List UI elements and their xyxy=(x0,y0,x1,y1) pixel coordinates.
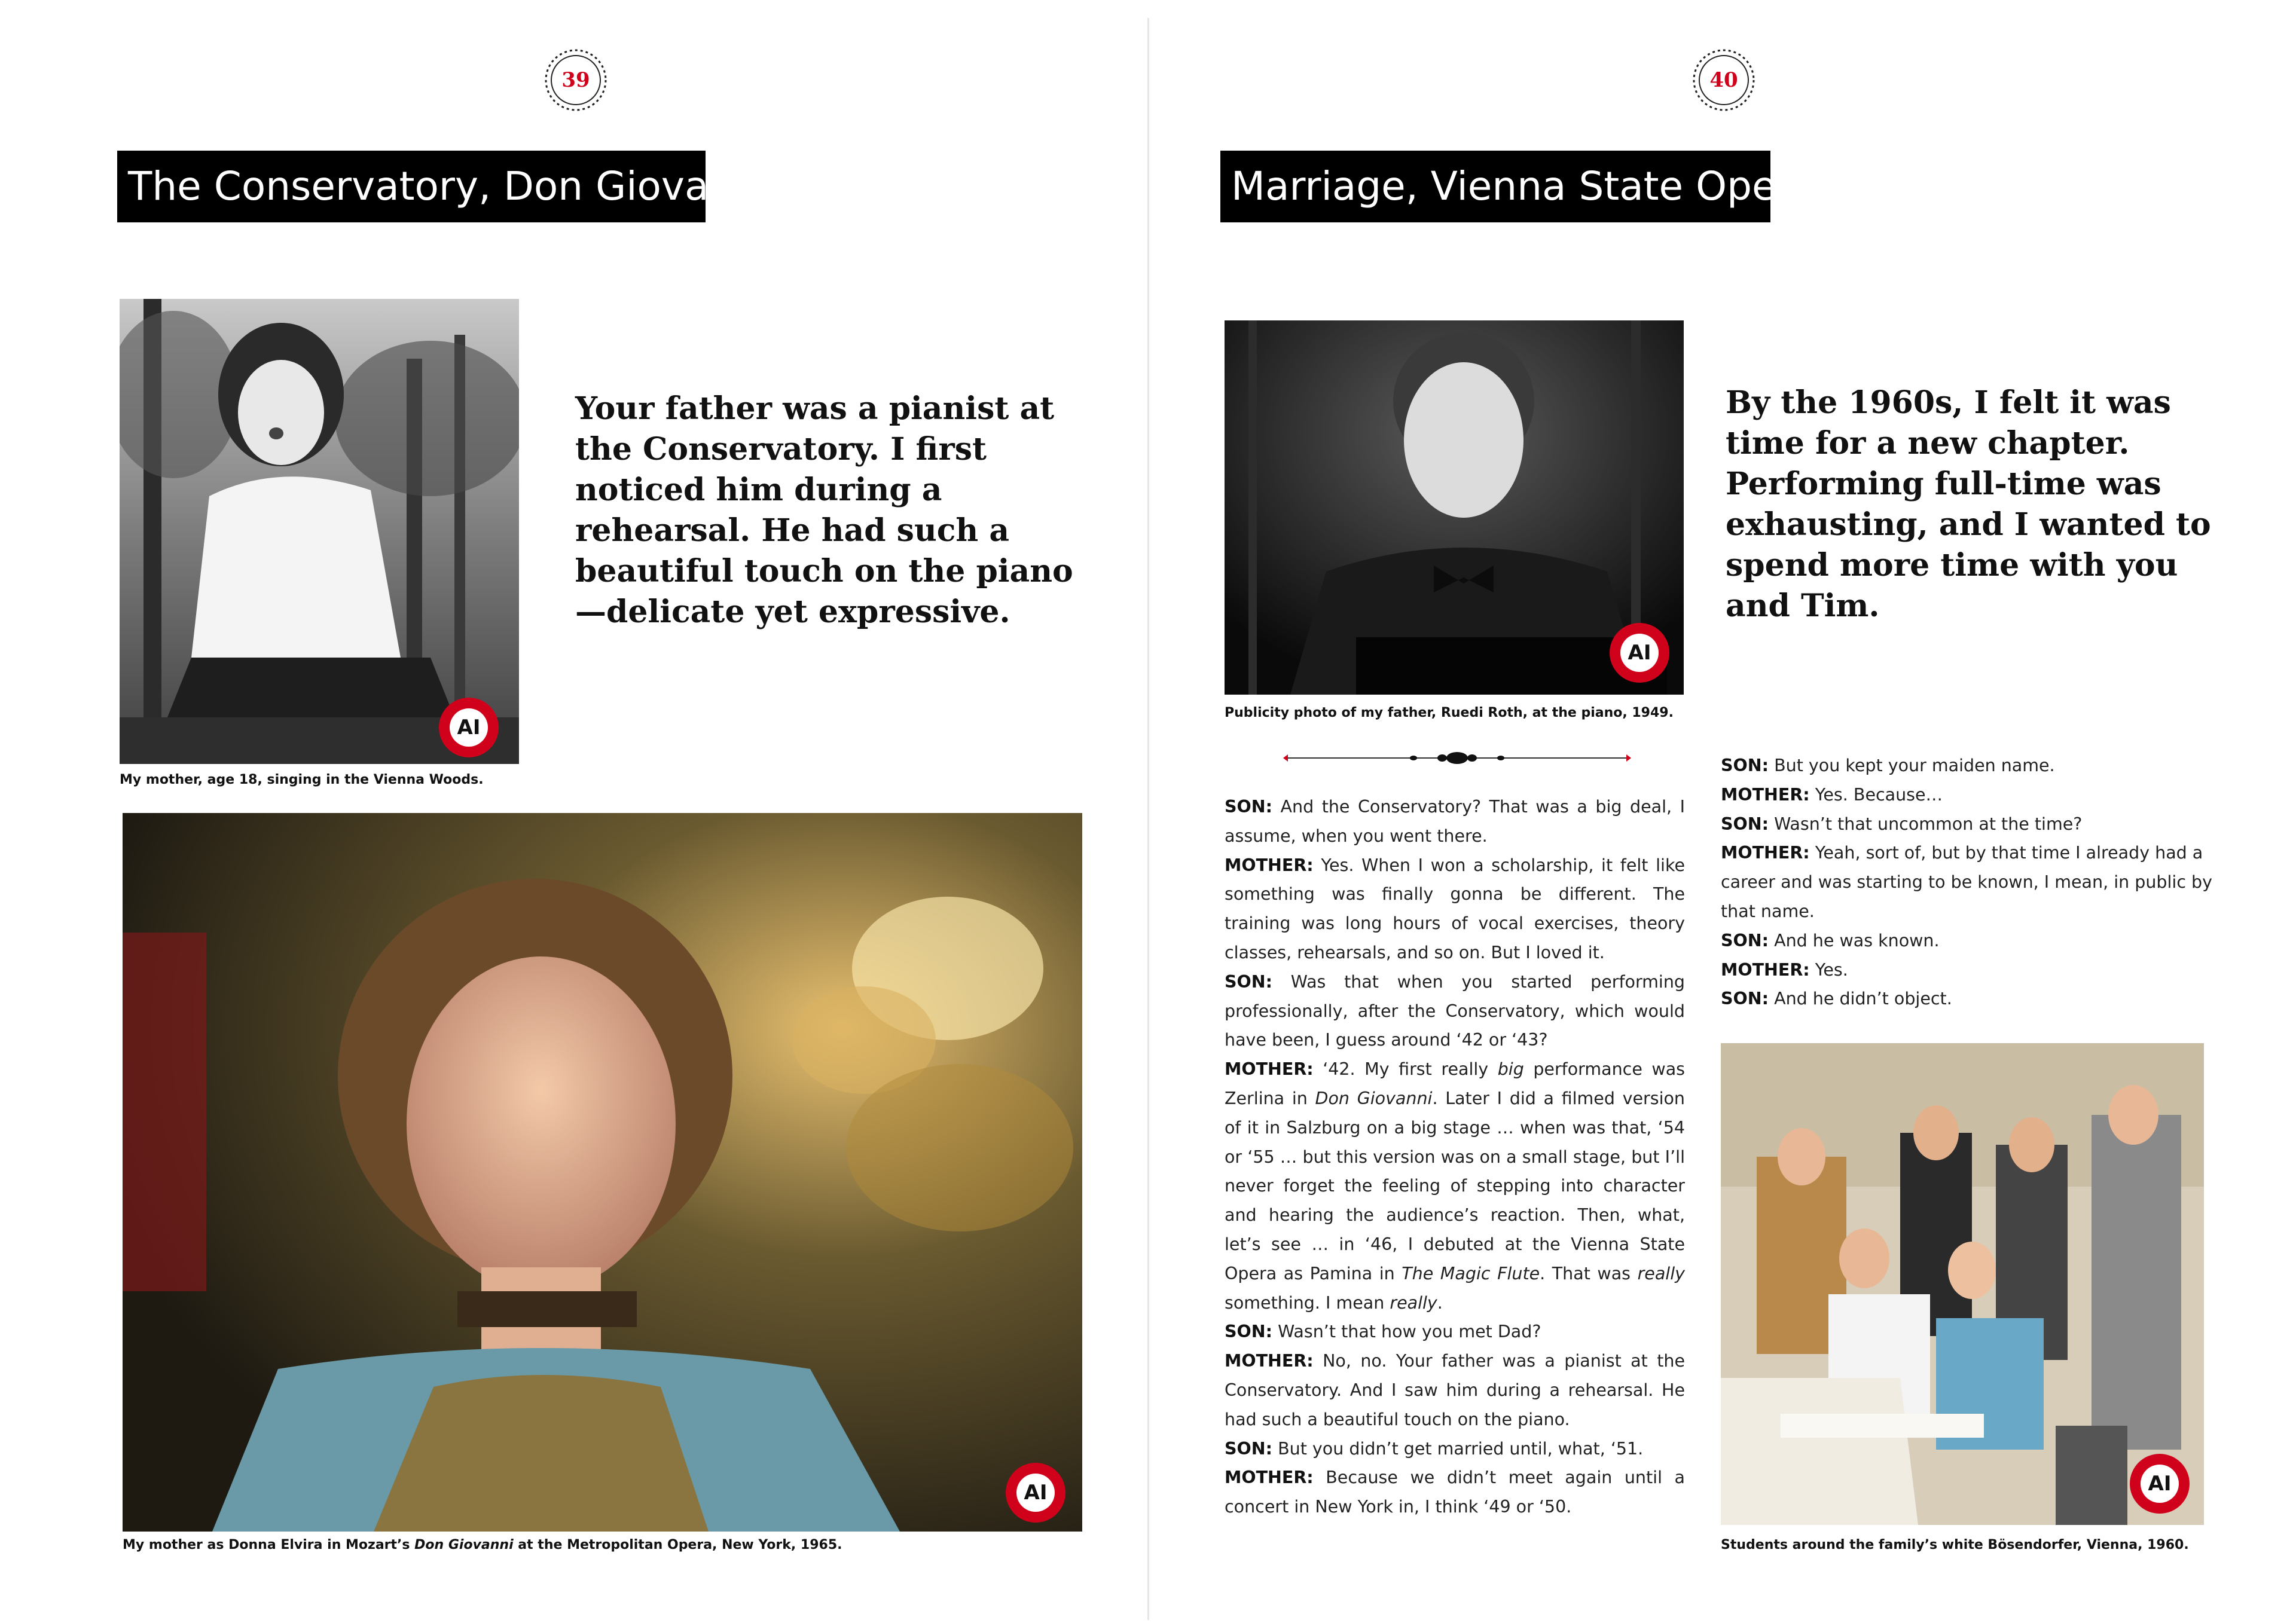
speech-text: Yeah, sort of, but by that time I already had a career and was starting to be known, I mean, in public by that name. xyxy=(1721,843,2213,921)
speaker-label: MOTHER: xyxy=(1721,843,1810,863)
speech-text: And he didn’t object. xyxy=(1769,989,1952,1009)
chapter-title: The Conservatory, Don Giovanni xyxy=(117,151,706,222)
speaker-label: MOTHER: xyxy=(1721,959,1810,980)
interview-paragraph xyxy=(1225,793,1685,851)
speaker-label: MOTHER: xyxy=(1225,1059,1314,1080)
pull-quote: By the 1960s, I felt it was time for a new chapter. Performing full-time was exhausting, and I wanted to spend more time with you and Tim. xyxy=(1726,384,2211,624)
speaker-label: SON: xyxy=(1225,797,1273,817)
photo-donna-elvira xyxy=(123,813,1082,1532)
interview-paragraph xyxy=(1225,1318,1685,1347)
ai-badge-label: AI xyxy=(1024,1481,1048,1505)
speaker-label: MOTHER: xyxy=(1225,855,1314,875)
caption-italic-title: Don Giovanni xyxy=(414,1538,514,1552)
page-number-badge xyxy=(542,47,609,114)
speech-text: Wasn’t that uncommon at the time? xyxy=(1769,814,2083,834)
interview-paragraph xyxy=(1225,1347,1685,1434)
pull-quote: Your father was a pianist at the Conservatory. I first noticed him during a rehearsal. He had such a beautiful touch on the piano—delicate yet expressive. xyxy=(575,390,1073,630)
speaker-label: SON: xyxy=(1721,989,1769,1009)
interview-paragraph xyxy=(1721,839,2220,926)
interview-paragraph xyxy=(1721,985,2220,1014)
page-number-badge xyxy=(1690,47,1757,114)
speaker-label: MOTHER: xyxy=(1225,1468,1314,1488)
speech-text: Yes. Because… xyxy=(1809,784,1943,805)
interview-paragraph xyxy=(1225,1055,1685,1318)
chapter-title: Marriage, Vienna State Opera xyxy=(1220,151,1770,222)
photo-caption: Students around the family’s white Bösendorfer, Vienna, 1960. xyxy=(1721,1538,2189,1552)
photo-mother-vienna-woods xyxy=(120,299,519,764)
interview-column-1 xyxy=(1225,793,1685,1522)
speaker-label: SON: xyxy=(1721,930,1769,950)
speech-text: Yes. When I won a scholarship, it felt like something was finally gonna be different. The training was long hours of vocal exercises, theory classes, rehearsals, and so on. But I loved it. xyxy=(1225,855,1685,962)
interview-paragraph xyxy=(1721,956,2220,985)
interview-paragraph xyxy=(1721,751,2220,781)
speech-text: No, no. Your father was a pianist at the Conservatory. And I saw him during a rehearsal. He had such a beautiful touch on the piano. xyxy=(1225,1351,1685,1429)
ai-badge-label: AI xyxy=(457,716,481,739)
speech-text: Because we didn’t meet again until a concert in New York in, I think ‘49 or ‘50. xyxy=(1225,1468,1685,1517)
speech-text: Yes. xyxy=(1809,959,1848,980)
speech-text: And the Conservatory? That was a big deal, I assume, when you went there. xyxy=(1225,797,1685,846)
interview-paragraph xyxy=(1721,810,2220,839)
caption-text: My mother as Donna Elvira in Mozart’s xyxy=(123,1538,415,1552)
photo-caption: My mother, age 18, singing in the Vienna Woods. xyxy=(120,772,484,787)
speaker-label: SON: xyxy=(1225,1438,1273,1459)
speech-text: But you kept your maiden name. xyxy=(1769,756,2055,775)
photo-caption xyxy=(123,1536,842,1554)
speaker-label: SON: xyxy=(1225,971,1273,992)
speech-text: ‘42. My first really big performance was Zerlina in Don Giovanni. Later I did a filmed version of it in Salzburg on a big stage … when was that, ‘54 or ‘55 … but this version was on a small stage, but I’ll never forget the feeling of stepping into character and hearing the audience’s reaction. Then, what, let’s see … in ‘46, I debuted at the Vienna State Opera as Pamina in The Magic Flute. That was really something. I mean really. xyxy=(1225,1059,1686,1313)
ai-badge-label: AI xyxy=(2148,1472,2172,1496)
speaker-label: SON: xyxy=(1225,1322,1273,1342)
speaker-label: SON: xyxy=(1721,756,1769,775)
interview-paragraph xyxy=(1225,1435,1685,1464)
interview-paragraph xyxy=(1225,968,1685,1055)
page-number: 40 xyxy=(1709,68,1738,92)
ai-badge-label: AI xyxy=(1628,641,1651,665)
speaker-label: SON: xyxy=(1721,814,1769,834)
page-number: 39 xyxy=(561,68,590,92)
interview-paragraph xyxy=(1721,781,2220,810)
interview-column-2 xyxy=(1721,751,2220,1014)
ornament-divider-icon xyxy=(1281,747,1634,769)
speaker-label: MOTHER: xyxy=(1225,1351,1314,1371)
speech-text: But you didn’t get married until, what, ‘51. xyxy=(1272,1438,1644,1459)
right-page xyxy=(1148,0,2296,1623)
interview-paragraph xyxy=(1225,1463,1685,1522)
speaker-label: MOTHER: xyxy=(1721,784,1810,805)
interview-paragraph xyxy=(1225,851,1685,968)
speech-text: Wasn’t that how you met Dad? xyxy=(1272,1322,1541,1342)
speech-text: Was that when you started performing professionally, after the Conservatory, which would have been, I guess around ‘42 or ‘43? xyxy=(1225,971,1685,1050)
interview-paragraph xyxy=(1721,927,2220,956)
photo-caption: Publicity photo of my father, Ruedi Roth, at the piano, 1949. xyxy=(1225,705,1674,720)
caption-text: at the Metropolitan Opera, New York, 1965. xyxy=(513,1538,842,1552)
speech-text: And he was known. xyxy=(1769,930,1940,950)
